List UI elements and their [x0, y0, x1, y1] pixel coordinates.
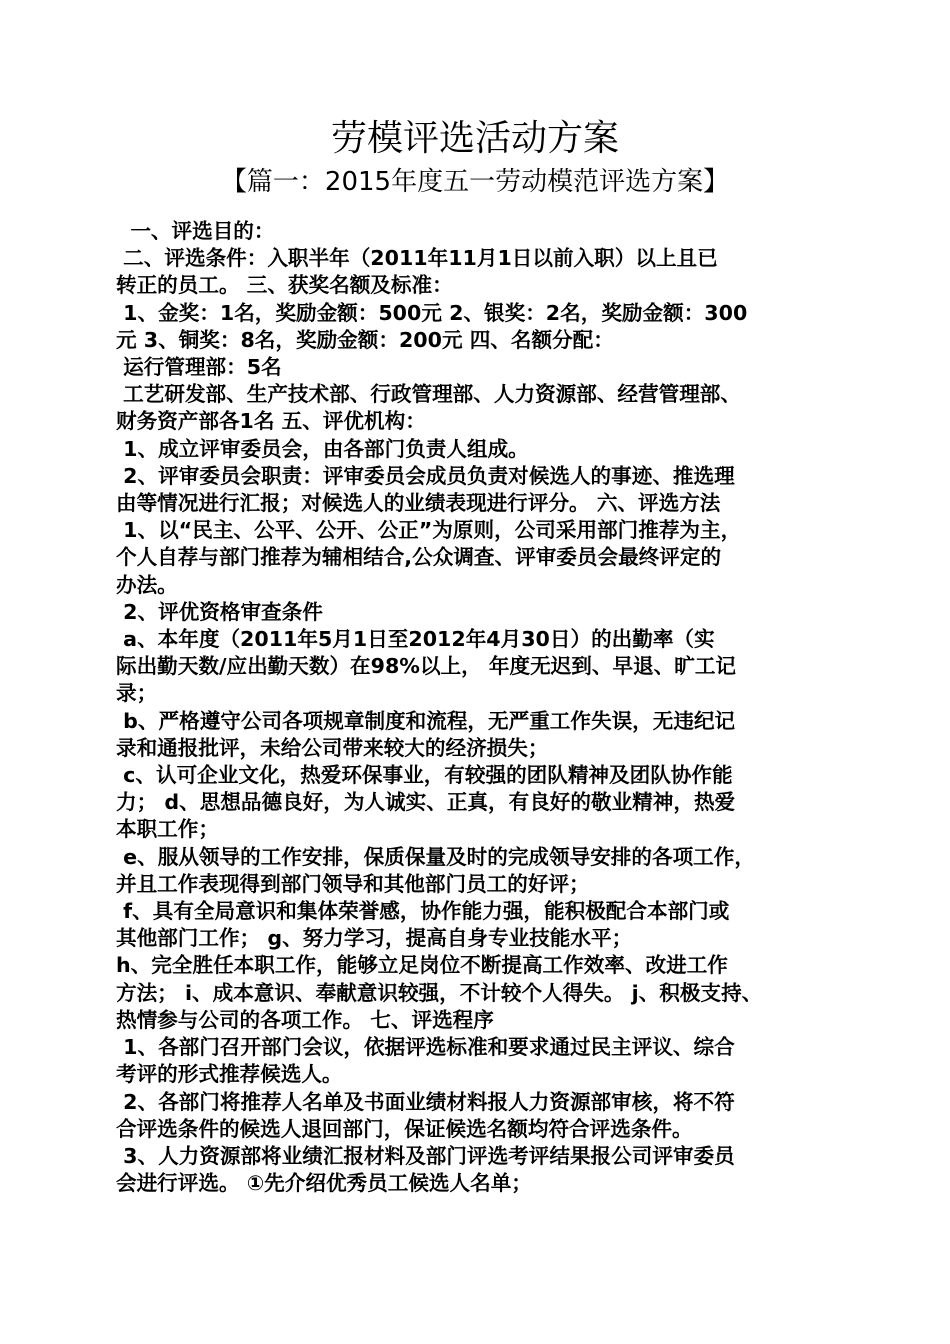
body-line: a、本年度（2011年5月1日至2012年4月30日）的出勤率（实 — [116, 627, 715, 652]
body-line: 1、成立评审委员会，由各部门负责人组成。 — [116, 436, 529, 461]
document-body — [116, 218, 838, 1197]
body-line: 1、各部门召开部门会议，依据评选标准和要求通过民主评议、综合 — [116, 1035, 735, 1060]
body-line: 考评的形式推荐候选人。 — [116, 1062, 343, 1087]
body-line: f、具有全局意识和集体荣誉感，协作能力强，能积极配合本部门或 — [116, 899, 730, 924]
body-line: 运行管理部：5名 — [116, 355, 282, 380]
body-line: 其他部门工作； g、努力学习，提高自身专业技能水平； — [116, 926, 633, 951]
body-line: 本职工作； — [116, 817, 219, 842]
document-title: 劳模评选活动方案 — [330, 118, 619, 159]
body-line: 办法。 — [116, 572, 178, 597]
body-line: 1、金奖：1名，奖励金额：500元 2、银奖：2名，奖励金额：300 — [116, 300, 748, 325]
body-line: 际出勤天数/应出勤天数）在98%以上， 年度无迟到、早退、旷工记 — [116, 654, 737, 679]
body-line: e、服从领导的工作安排，保质保量及时的完成领导安排的各项工作， — [116, 844, 755, 869]
body-line: 1、以“民主、公平、公开、公正”为原则，公司采用部门推荐为主， — [116, 518, 742, 543]
body-line: 个人自荐与部门推荐为辅相结合,公众调查、评审委员会最终评定的 — [116, 545, 722, 570]
body-line: 3、人力资源部将业绩汇报材料及部门评选考评结果报公司评审委员 — [116, 1143, 735, 1168]
body-line: c、认可企业文化，热爱环保事业，有较强的团队精神及团队协作能 — [116, 763, 733, 788]
body-line: 并且工作表现得到部门领导和其他部门员工的好评； — [116, 871, 590, 896]
body-line: 转正的员工。 三、获奖名额及标准： — [116, 273, 453, 298]
body-line: 2、各部门将推荐人名单及书面业绩材料报人力资源部审核，将不符 — [116, 1089, 735, 1114]
body-line: b、严格遵守公司各项规章制度和流程，无严重工作失误，无违纪记 — [116, 708, 736, 733]
body-line: 财务资产部各1名 五、评优机构： — [116, 409, 426, 434]
body-line: 力； d、思想品德良好，为人诚实、正真，有良好的敬业精神，热爱 — [116, 790, 736, 815]
body-line: 由等情况进行汇报；对候选人的业绩表现进行评分。 六、评选方法 — [116, 491, 721, 516]
body-line: 二、评选条件：入职半年（2011年11月1日以前入职）以上且已 — [116, 246, 718, 271]
body-line: h、完全胜任本职工作，能够立足岗位不断提高工作效率、改进工作 — [116, 953, 728, 978]
body-line: 工艺研发部、生产技术部、行政管理部、人力资源部、经营管理部、 — [116, 382, 741, 407]
body-line: 元 3、铜奖：8名，奖励金额：200元 四、名额分配： — [116, 327, 614, 352]
body-line: 热情参与公司的各项工作。 七、评选程序 — [116, 1007, 494, 1032]
body-line: 方法； i、成本意识、奉献意识较强，不计较个人得失。 j、积极支持、 — [116, 980, 763, 1005]
body-line: 合评选条件的候选人退回部门，保证候选名额均符合评选条件。 — [116, 1116, 693, 1141]
body-line: 2、评审委员会职责：评审委员会成员负责对候选人的事迹、推选理 — [116, 463, 735, 488]
body-line: 录和通报批评，未给公司带来较大的经济损失； — [116, 735, 549, 760]
body-line: 录； — [116, 681, 158, 706]
body-line: 会进行评选。 ①先介绍优秀员工候选人名单； — [116, 1171, 532, 1196]
body-line: 2、评优资格审查条件 — [116, 599, 323, 624]
document-subtitle: 【篇一：2015年度五一劳动模范评选方案】 — [220, 167, 730, 197]
body-line: 一、评选目的： — [116, 219, 275, 243]
